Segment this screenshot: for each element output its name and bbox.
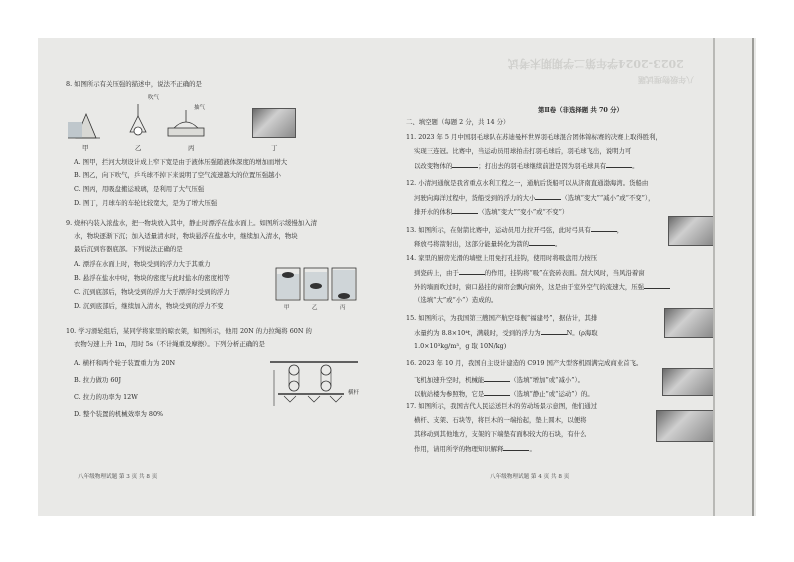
q10-option-d: D. 整个装置的机械效率为 80% <box>74 410 164 418</box>
page-4 <box>400 38 756 516</box>
q9-line-2: 水，物块逐渐下沉；加入适量清水时，物块悬浮在盐水中，继续加入清水，物块 <box>74 232 298 240</box>
q9-label-bing: 丙 <box>340 305 346 311</box>
answer-blank[interactable] <box>452 207 478 214</box>
answer-blank[interactable] <box>459 268 485 275</box>
ping-pong-ball <box>134 127 142 135</box>
aircraft-carrier-photo <box>664 308 714 338</box>
section-title: 第Ⅱ卷（非选择题 共 70 分） <box>538 106 623 114</box>
page-4-footer: 八年级物理试题 第 4 页 共 8 页 <box>490 474 570 480</box>
beaker-yi <box>304 268 328 300</box>
q9-option-d: D. 沉到底部后，继续加入清水，物块受到的浮力不变 <box>74 302 224 310</box>
q9-line-1: 9. 烧杯内装入浓盐水，把一物块放入其中，静止时漂浮在盐水面上。如图所示缓慢加入清 <box>66 219 317 227</box>
fixed-pulley-1 <box>289 365 299 375</box>
q9-beakers-svg <box>274 264 358 308</box>
page-3-footer: 八年级物理试题 第 3 页 共 8 页 <box>78 474 158 480</box>
binding-edge <box>752 38 754 516</box>
q11-line-1: 11. 2023 年 5 月中国羽毛球队在苏迪曼杯世界羽毛球混合团体锦标赛的决赛上取得胜利， <box>406 133 662 141</box>
movable-pulley-1 <box>289 381 299 391</box>
q8-diagrams-svg <box>68 100 243 142</box>
q16-line-2: 飞机加速升空时，机械能 （选填“增加”或“减小”）。 <box>414 376 585 384</box>
q10-option-a: A. 横杆和两个轮子装置重力为 20N <box>74 359 176 367</box>
q17-line-4: 作用，请用所学的物理知识解释 。 <box>414 445 536 453</box>
answer-blank[interactable] <box>484 375 510 382</box>
q12-line-1: 12. 小清河通航是我省重点水利工程之一，通航后货船可以从济南直通渤海湾。货船由 <box>406 179 649 187</box>
q10-line-1: 10. 学习滑轮组后，某同学将家里的晾衣架，如图所示，他用 20N 的力拉绳将 60N 的 <box>66 327 312 335</box>
beaker-jia <box>276 268 300 300</box>
q9-option-a: A. 漂浮在水面上时，物块受到的浮力大于其重力 <box>74 260 211 268</box>
q17-line-2: 横杆、支架、石块等，将巨木的一端抬起，垫上圆木，以便将 <box>414 416 587 424</box>
q17-line-3: 其移动到其他地方，支架的下端垫有面积较大的石块，有什么 <box>414 430 587 438</box>
q14-line-3: 外的墙面吹过时，窗口悬挂的窗帘会飘向窗外，这是由于室外空气的流速大，压强 <box>414 282 670 292</box>
page-fold-line <box>713 38 715 516</box>
exam-paper-spread <box>38 38 756 516</box>
q8-option-b: B. 图乙，向下吹气，乒乓球不掉下来说明了空气流速越大的位置压强越小 <box>74 171 281 179</box>
q15-line-2: 水量约为 8.8×10⁴t，满载时，受到的浮力为 N。(ρ海取 <box>414 329 598 337</box>
q9-option-b: B. 悬浮在盐水中时，物块的密度与此时盐水的密度相等 <box>74 274 230 282</box>
moving-logs-illustration <box>656 410 714 442</box>
hangers <box>284 396 342 402</box>
answer-blank[interactable] <box>541 328 567 335</box>
q10-option-c: C. 拉力的功率为 12W <box>74 393 138 401</box>
q12-line-3: 排开水的体积 （选填“变大”“变小”或“不变”） <box>414 208 569 216</box>
q17-line-1: 17. 如图所示，我国古代人民运送巨木的劳动场景示意图，他们通过 <box>406 402 598 410</box>
answer-blank[interactable] <box>535 193 561 200</box>
q10-pulley-svg <box>264 356 364 412</box>
q8-label-blow: 吹气 <box>148 95 160 101</box>
q14-line-1: 14. 家里的厨房光滑的墙壁上用免打孔挂钩，使用时将吸盘用力按压 <box>406 254 598 262</box>
q8-label-yi: 乙 <box>135 144 142 152</box>
q10-line-2: 衣物匀速上升 1m，用时 5s（不计绳重及摩擦）。下列分析正确的是 <box>74 340 265 348</box>
q8-label-ding: 丁 <box>271 144 278 152</box>
q8-option-c: C. 图丙，用吸盘搬运玻璃，是利用了大气压强 <box>74 185 205 193</box>
fixed-pulley-2 <box>321 365 331 375</box>
answer-blank[interactable] <box>606 161 632 168</box>
answer-blank[interactable] <box>529 239 555 246</box>
lunar-rover-photo <box>252 108 296 138</box>
q8-label-pump: 抽气 <box>194 105 206 111</box>
part-two-heading: 二、填空题（每题 2 分，共 14 分） <box>406 118 510 126</box>
answer-blank[interactable] <box>503 444 529 451</box>
q8-option-d: D. 图丁，月球车的车轮比较宽大，是为了增大压强 <box>74 199 218 207</box>
answer-blank[interactable] <box>452 161 478 168</box>
q15-line-3: 1.0×10³kg/m³，g 取 10N/kg) <box>414 342 507 350</box>
q12-line-2: 河驶向海洋过程中，货船受到的浮力的大小 （选填“变大”“减小”或“不变”）， <box>414 194 655 202</box>
q8-option-a: A. 图甲，拦河大坝设计成上窄下宽是由于液体压强随液体深度的增加而增大 <box>74 158 288 166</box>
q16-line-1: 16. 2023 年 10 月，我国自主设计建造的 C919 国产大型客机圆满完成商业首飞。 <box>406 359 643 367</box>
q8-label-bing: 丙 <box>188 144 195 152</box>
q16-line-3: 以航站楼为参照物，它是 （选填“静止”或“运动”）的。 <box>414 390 594 398</box>
q13-line-2: 释放弓将箭射出，这部分能量转化为箭的 。 <box>414 240 562 248</box>
answer-blank[interactable] <box>591 225 617 232</box>
bleed-through-title: 2023-2024学年第二学期期末考试 <box>508 57 684 70</box>
movable-pulley-2 <box>321 381 331 391</box>
page-3 <box>38 38 398 516</box>
dam-water <box>68 122 82 138</box>
q15-line-1: 15. 如图所示，为我国第三艘国产航空母舰“福建号”，据估计，其排 <box>406 314 598 322</box>
q14-line-2: 到瓷砖上，由于 的作用，挂钩将“吸”在瓷砖表面。刮大风时，当风沿着窗 <box>414 269 645 277</box>
c919-airplane-photo <box>662 368 714 396</box>
suction-cup <box>174 122 198 128</box>
answer-blank[interactable] <box>484 389 510 396</box>
q14-line-4: （选填“大”或“小”）造成的。 <box>414 296 498 304</box>
glass-pane <box>168 128 204 136</box>
bleed-through-subtitle: 八年级物理试题 <box>638 75 694 85</box>
q8-label-jia: 甲 <box>82 144 89 152</box>
q9-option-c: C. 沉到底部后，物块受到的浮力大于漂浮时受到的浮力 <box>74 288 230 296</box>
beaker-bing <box>332 268 356 300</box>
q11-line-2: 实现三连冠。比赛中，当运动员用球拍击打羽毛球后，羽毛球飞出，说明力可 <box>414 147 632 155</box>
q9-label-yi: 乙 <box>312 305 318 311</box>
q13-line-1: 13. 如图所示，在射箭比赛中，运动员用力拉开弓弦，此时弓具有 ， <box>406 226 624 234</box>
answer-blank[interactable] <box>644 282 670 289</box>
q11-line-3: 以改变物体的 ；打出去的羽毛球继续前进是因为羽毛球具有 。 <box>414 162 639 170</box>
q9-line-3: 最后沉到容器底部。下列说法正确的是 <box>74 245 183 253</box>
q9-label-jia: 甲 <box>284 305 290 311</box>
q10-option-b: B. 拉力做功 60J <box>74 376 122 384</box>
q8-stem: 8. 如图所示有关压强的描述中，说法不正确的是 <box>66 80 202 88</box>
archer-photo <box>668 216 714 246</box>
q10-label-crossbar: 横杆 <box>348 390 360 396</box>
